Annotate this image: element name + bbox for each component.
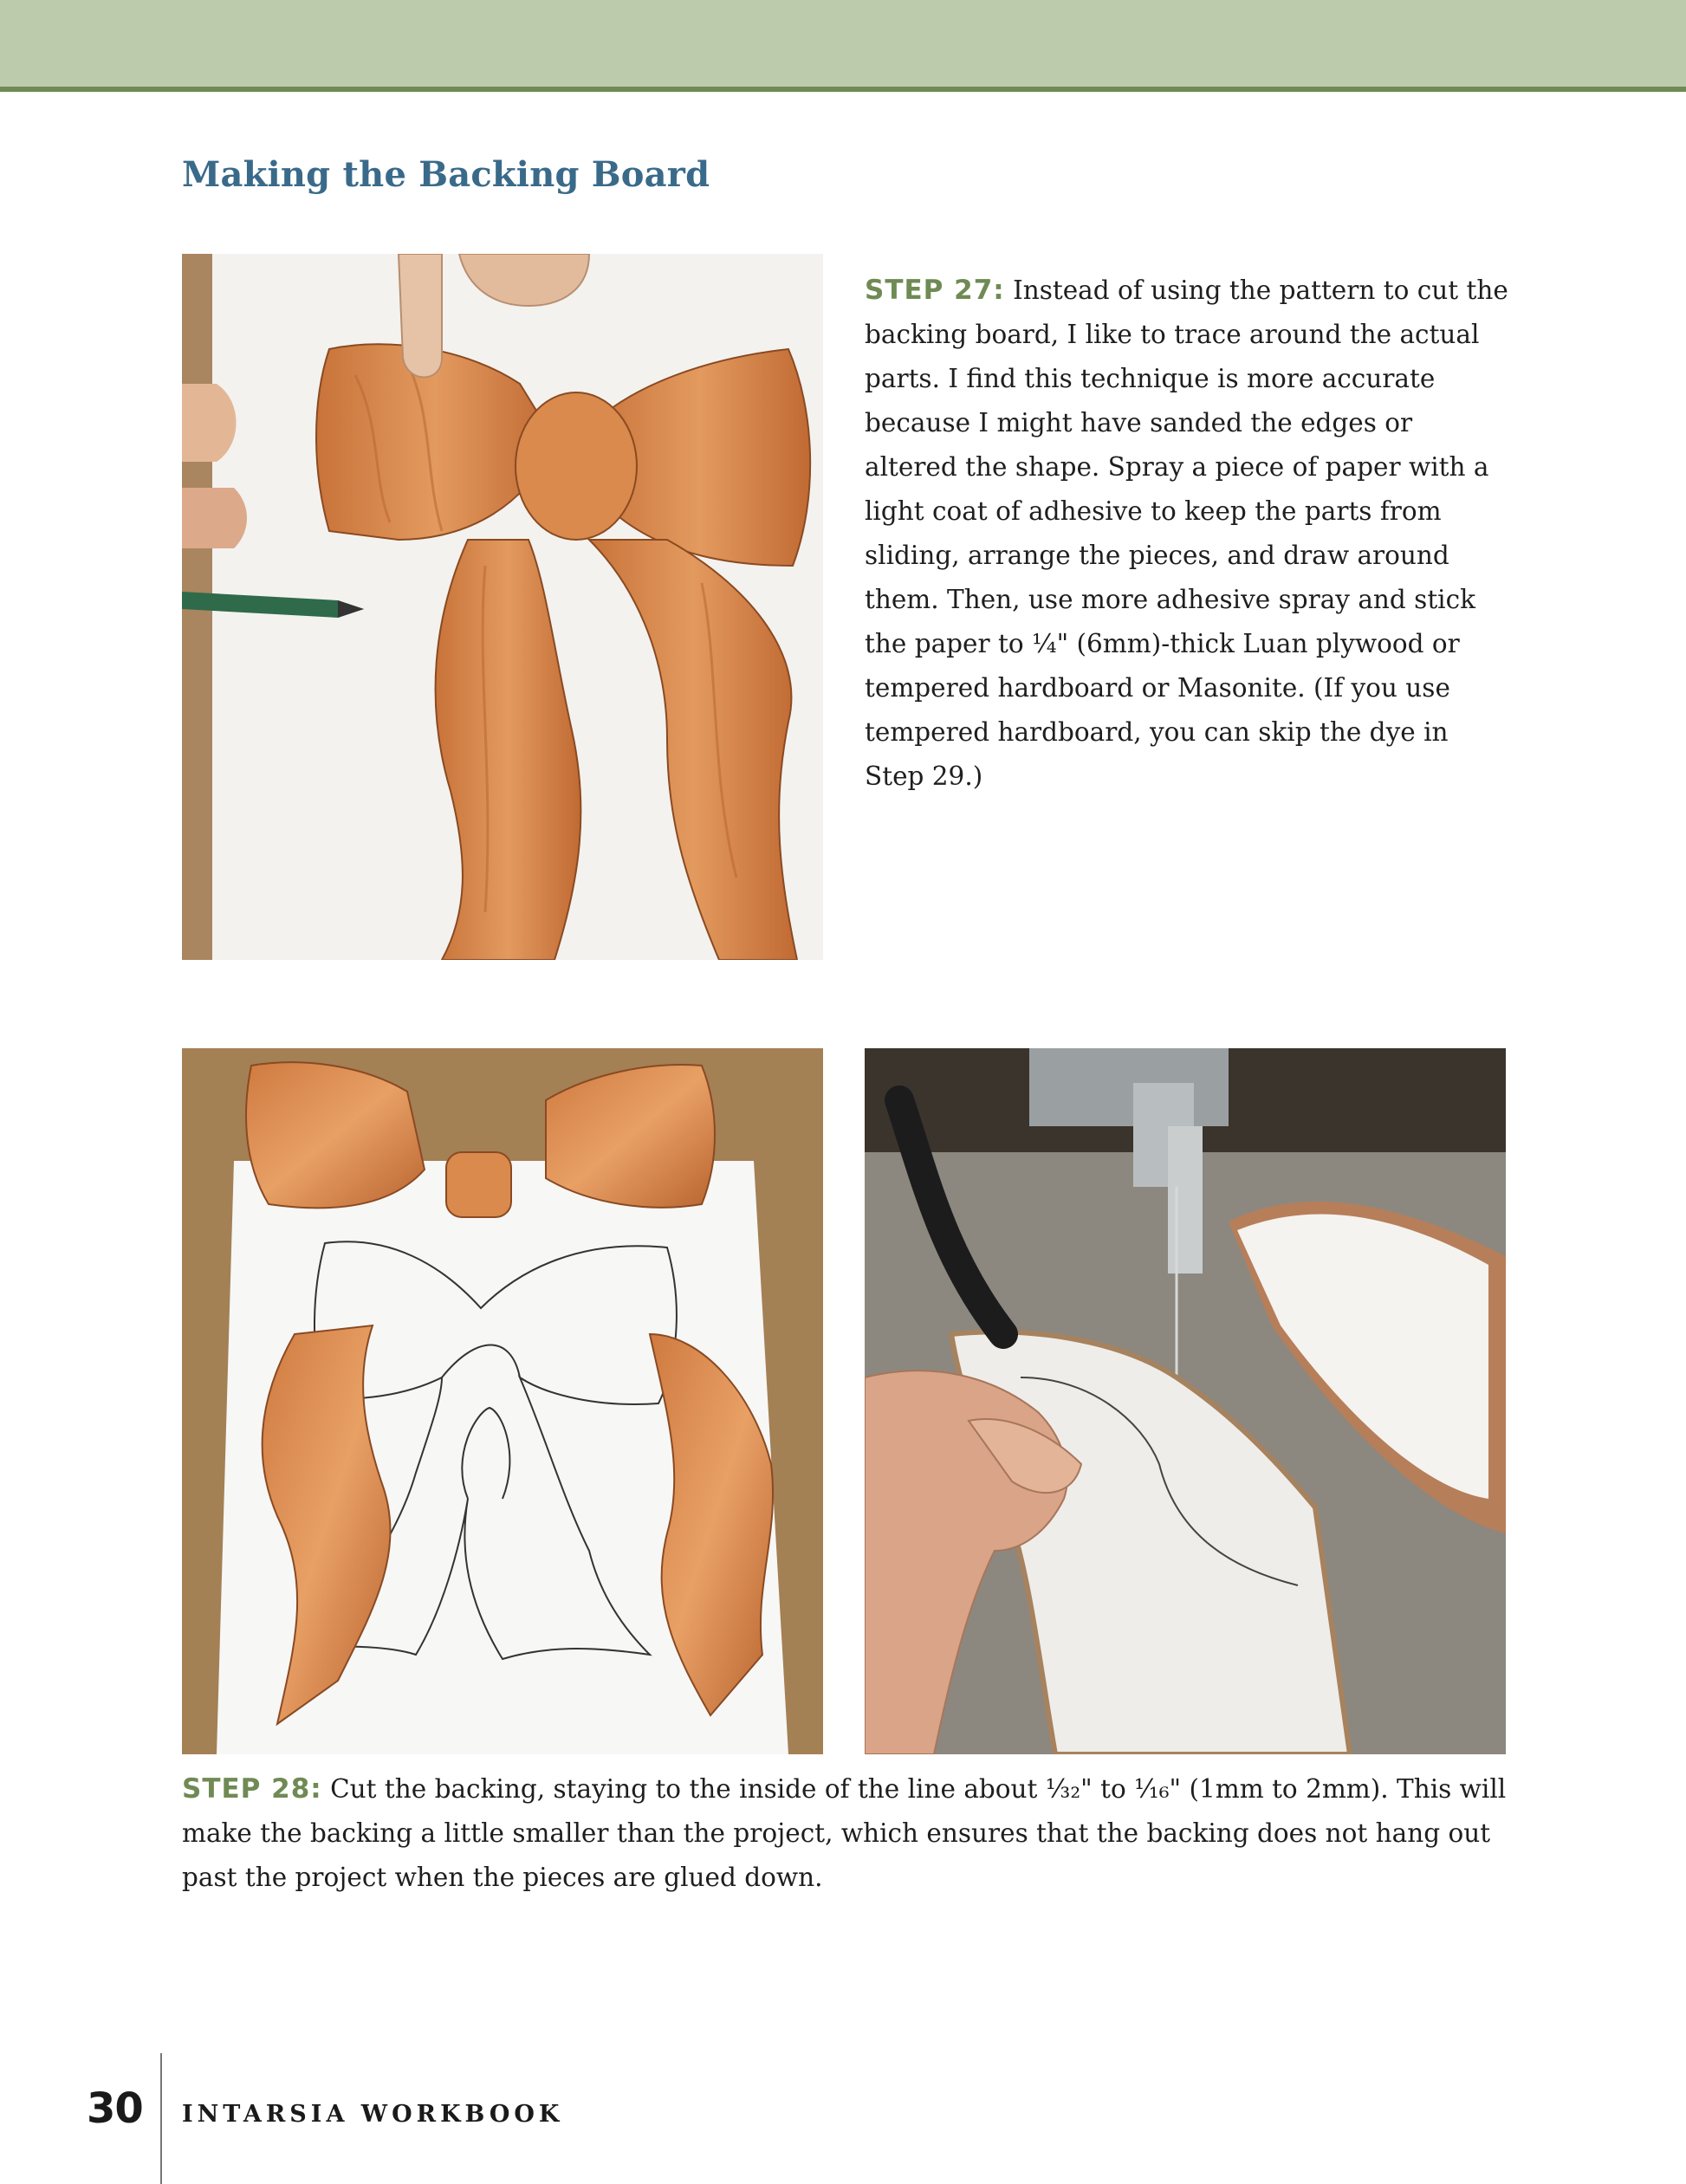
step-27-label: STEP 27: (865, 275, 1005, 306)
step-27-text (865, 269, 1513, 799)
step-28-text (182, 1767, 1516, 1900)
header-band (0, 0, 1686, 87)
photo-tracing-bow (182, 254, 823, 960)
photo-scroll-saw-cutting (865, 1048, 1506, 1754)
step-28-body: Cut the backing, staying to the inside of the line about ⅟₃₂" to ⅟₁₆" (1mm to 2mm). This will make the backing a little smaller than the project, which ensures that the backing does not hang out past the project when the pieces are glued down. (182, 1774, 1507, 1892)
section-heading: Making the Backing Board (182, 154, 710, 195)
photo-traced-outline (182, 1048, 823, 1754)
page-number: 30 (87, 2084, 143, 2133)
header-rule (0, 87, 1686, 92)
book-title: INTARSIA WORKBOOK (182, 2101, 564, 2128)
footer-divider (160, 2053, 162, 2184)
step-28-label: STEP 28: (182, 1773, 322, 1805)
step-27-body: Instead of using the pattern to cut the backing board, I like to trace around the actual parts. I find this technique is more accurate because I might have sanded the edges or altered the shape. Spray a piece of paper with a light coat of adhesive to keep the parts from sliding, arrange the pieces, and draw around them. Then, use more adhesive spray and stick the paper to ¼" (6mm)-thick Luan plywood or tempered hardboard or Masonite. (If you use tempered hardboard, you can skip the dye in Step 29.) (865, 275, 1508, 791)
